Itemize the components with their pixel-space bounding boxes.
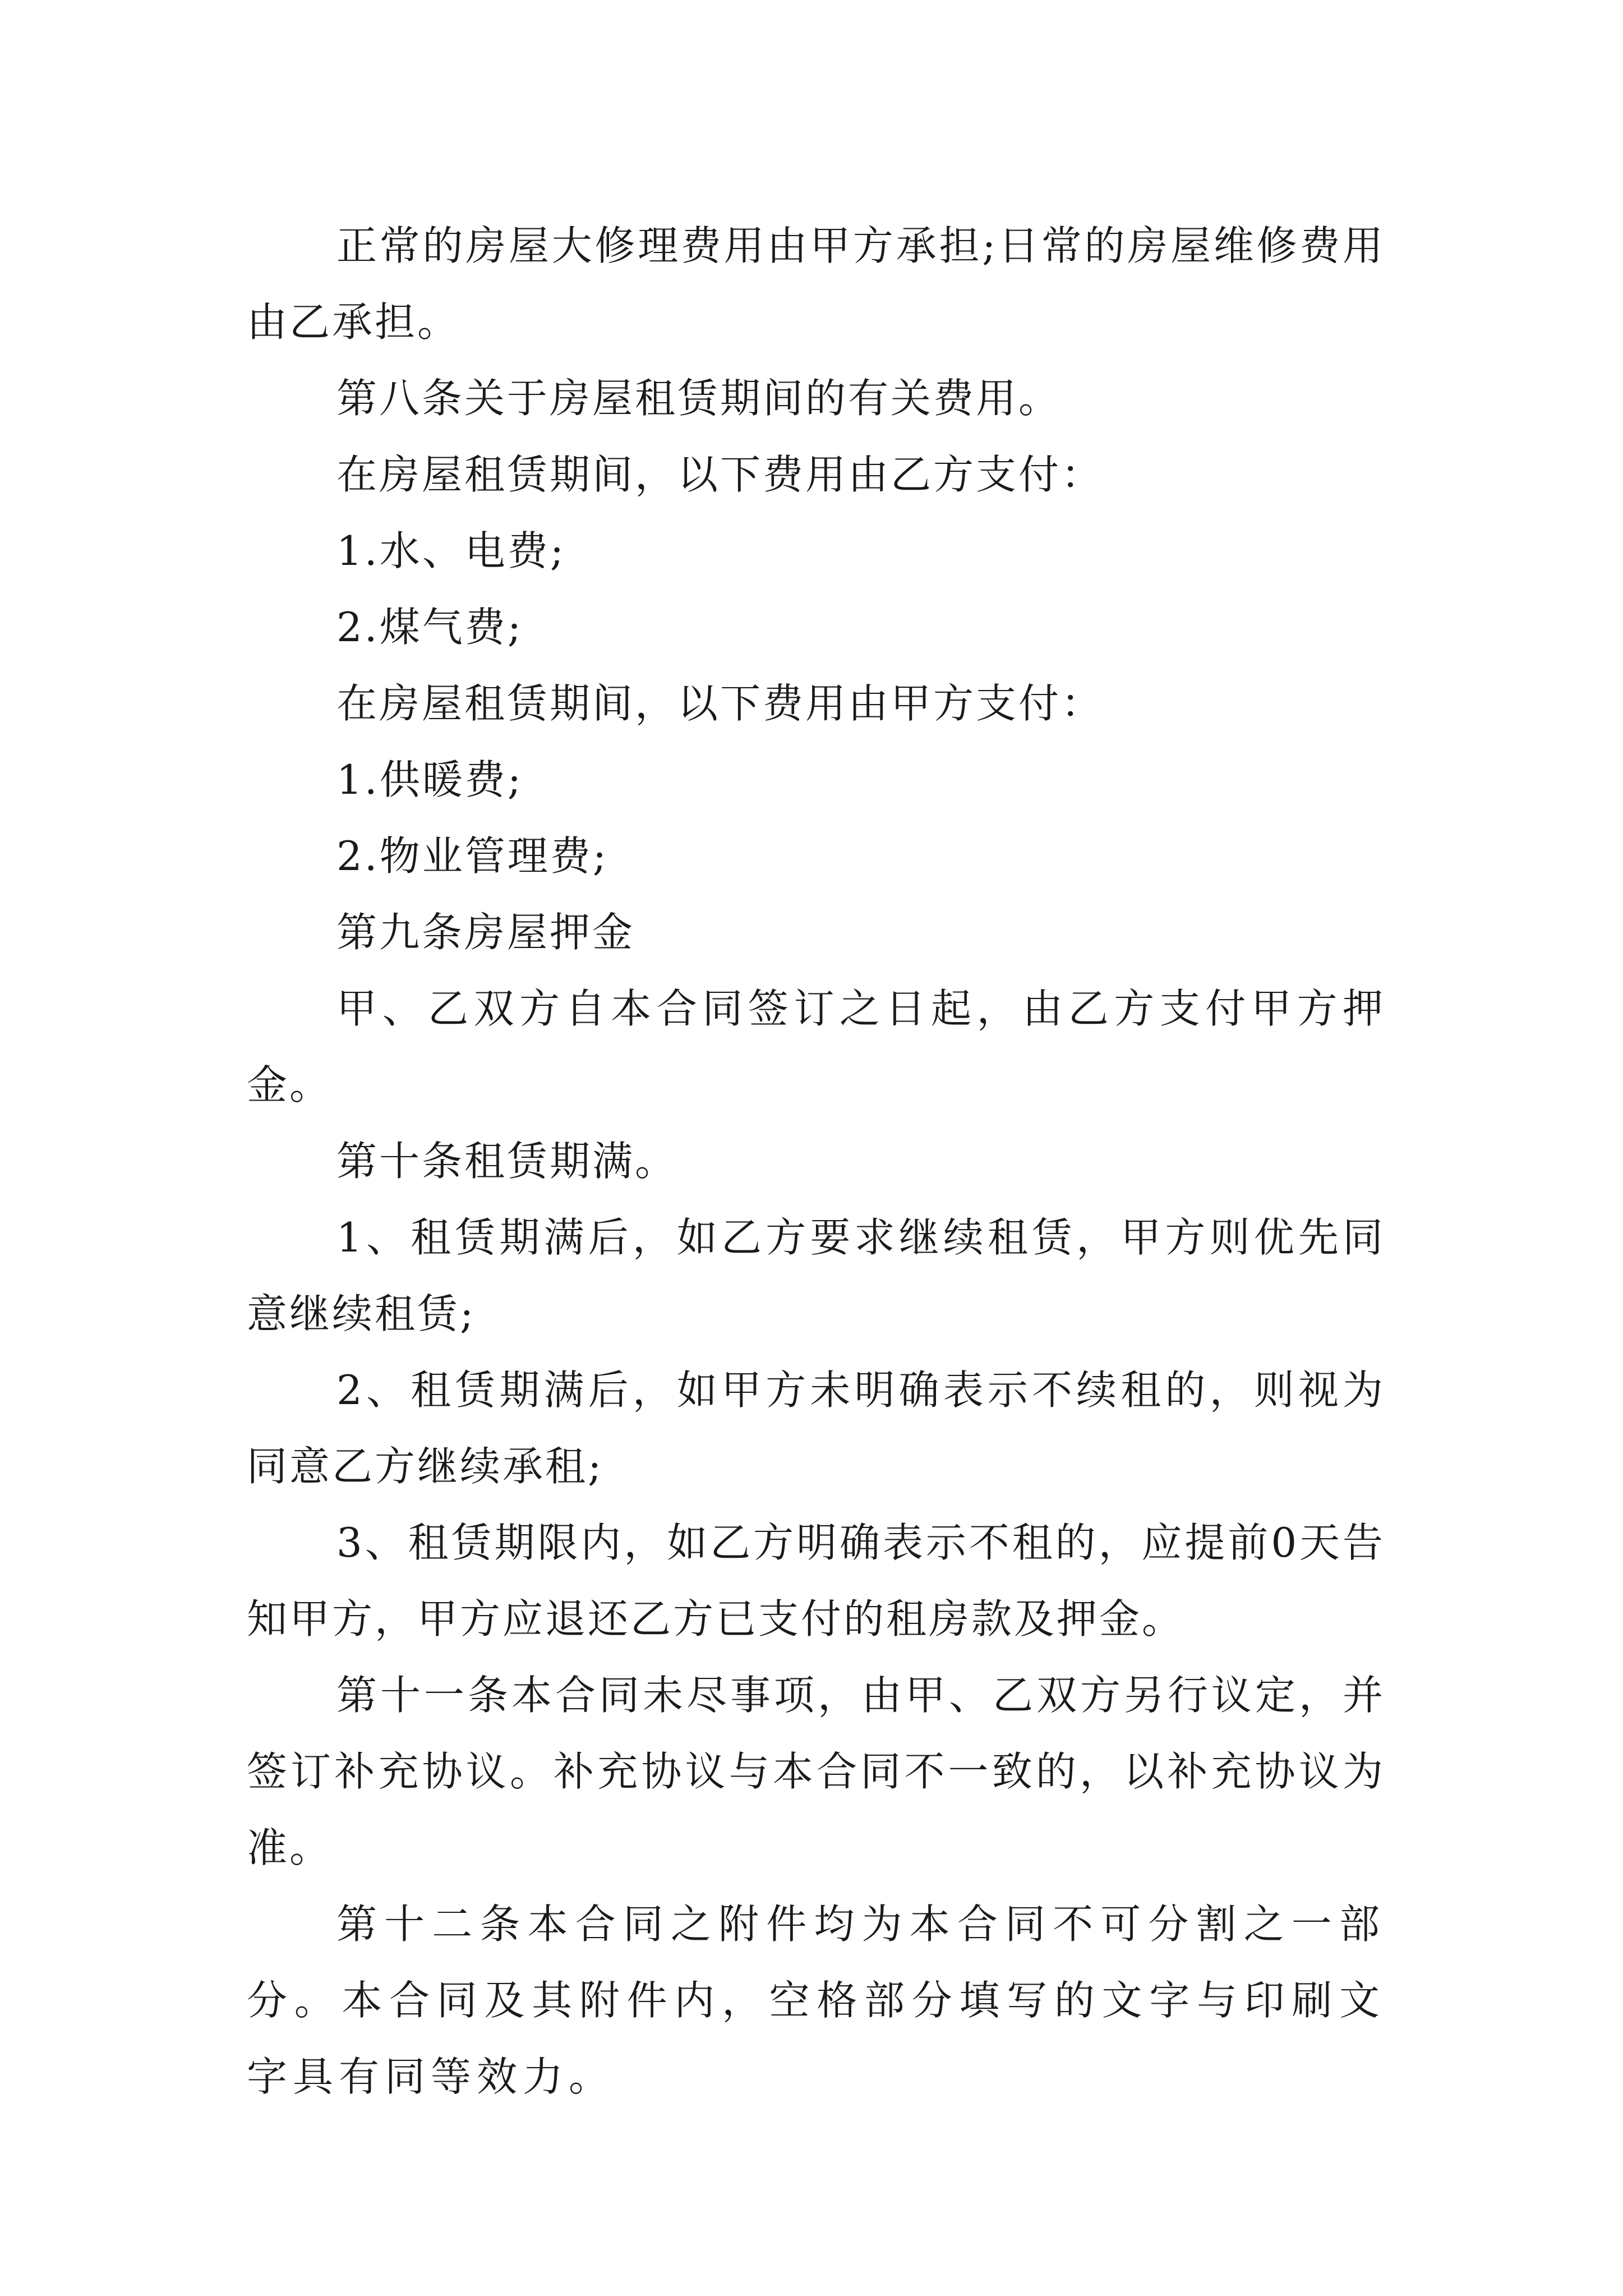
paragraph-landlord-pays-intro: 在房屋租赁期间，以下费用由甲方支付： xyxy=(336,680,1104,727)
paragraph-expiry-item-3: 3、租赁期限内，如乙方明确表示不租的，应提前0天告知甲方，甲方应退还乙方已支付的租房款及押金。 xyxy=(247,1519,1385,1642)
paragraph-tenant-item-1: 1.水、电费; xyxy=(336,527,566,574)
paragraph-article-10-heading: 第十条租赁期满。 xyxy=(336,1138,678,1185)
paragraph-deposit: 甲、乙双方自本合同签订之日起，由乙方支付甲方押金。 xyxy=(247,985,1385,1108)
paragraph-article-9-heading: 第九条房屋押金 xyxy=(336,909,635,956)
paragraph-tenant-item-2: 2.煤气费; xyxy=(336,604,523,651)
paragraph-expiry-item-1: 1、租赁期满后，如乙方要求继续租赁，甲方则优先同意继续租赁; xyxy=(247,1214,1385,1337)
paragraph-article-8-heading: 第八条关于房屋租赁期间的有关费用。 xyxy=(336,375,1062,422)
paragraph-landlord-item-2: 2.物业管理费; xyxy=(336,832,608,880)
document-body xyxy=(247,208,1385,2115)
paragraph-article-12: 第十二条本合同之附件均为本合同不可分割之一部分。本合同及其附件内，空格部分填写的文字与印刷文字具有同等效力。 xyxy=(247,1901,1385,2100)
paragraph-landlord-item-1: 1.供暖费; xyxy=(336,756,523,803)
paragraph-expiry-item-2: 2、租赁期满后，如甲方未明确表示不续租的，则视为同意乙方继续承租; xyxy=(247,1366,1385,1490)
paragraph-tenant-pays-intro: 在房屋租赁期间，以下费用由乙方支付： xyxy=(336,451,1104,498)
paragraph-article-11: 第十一条本合同未尽事项，由甲、乙双方另行议定，并签订补充协议。补充协议与本合同不一致的，以补充协议为准。 xyxy=(247,1672,1385,1871)
paragraph-repair-costs: 正常的房屋大修理费用由甲方承担;日常的房屋维修费用由乙承担。 xyxy=(247,222,1385,346)
